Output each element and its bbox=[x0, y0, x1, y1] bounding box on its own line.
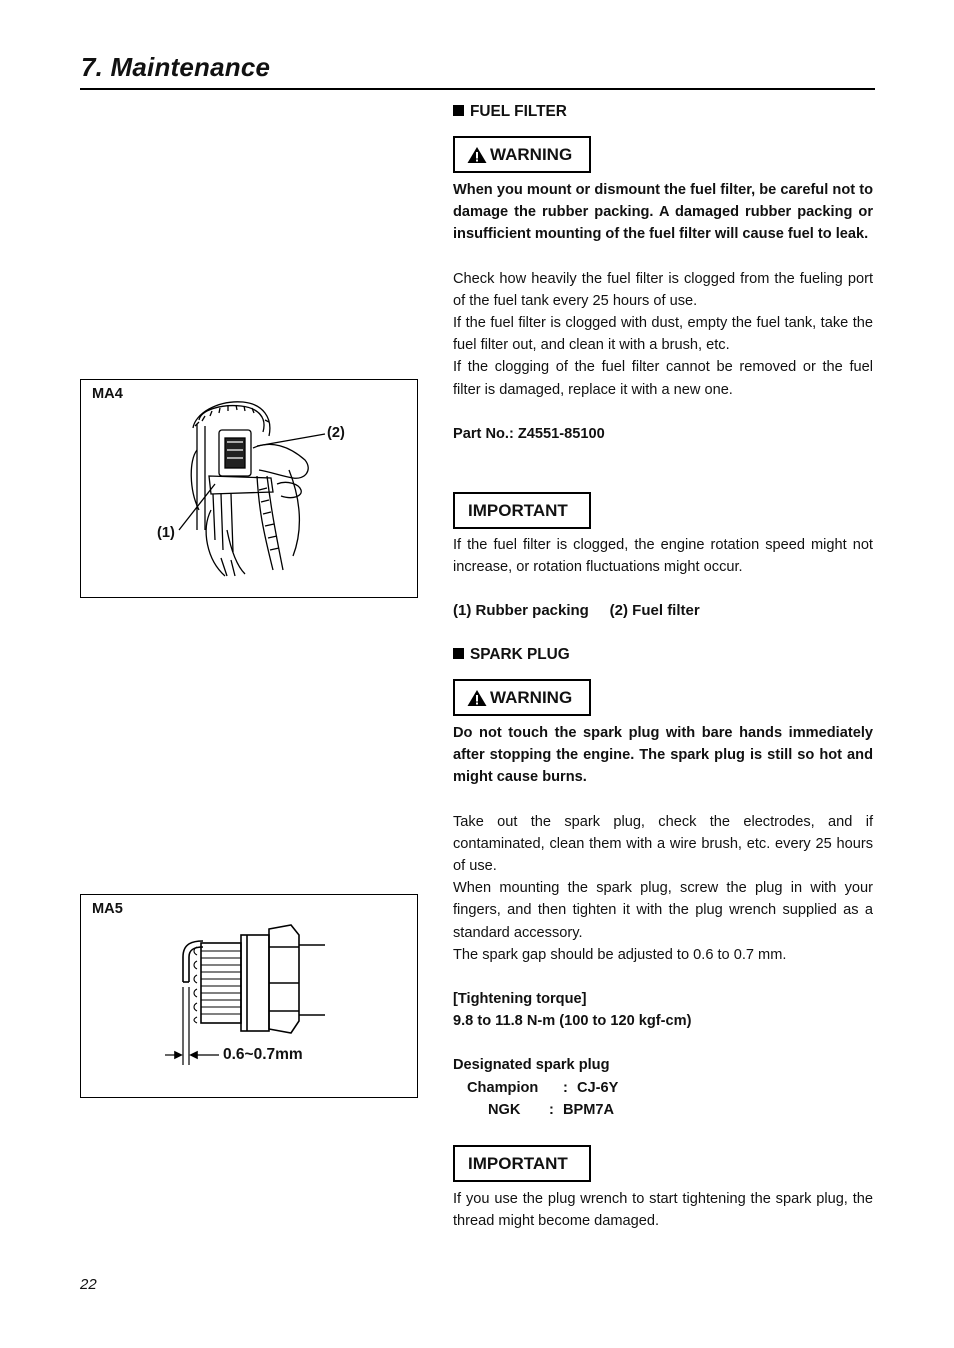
spark-plug-body bbox=[453, 722, 873, 1121]
spark-plug-important-box bbox=[453, 1145, 591, 1182]
warning-triangle-icon bbox=[467, 689, 487, 707]
fuel-filter-legend: (1) Rubber packing (2) Fuel filter bbox=[453, 602, 700, 620]
plug-row-ngk: NGK : BPM7A bbox=[453, 1099, 873, 1121]
plug-brand: NGK bbox=[488, 1101, 521, 1118]
plug-row-champion: Champion : CJ-6Y bbox=[453, 1077, 873, 1099]
spark-plug-illustration bbox=[81, 895, 417, 1097]
plug-brand: Champion bbox=[467, 1079, 539, 1096]
warning-label: WARNING bbox=[490, 687, 573, 707]
important-label: IMPORTANT bbox=[468, 1153, 568, 1173]
callout-2: (2) bbox=[327, 425, 345, 441]
important-label: IMPORTANT bbox=[468, 500, 568, 520]
callout-1: (1) bbox=[157, 525, 175, 541]
square-bullet-icon bbox=[453, 105, 464, 116]
spark-plug-warning-text: Do not touch the spark plug with bare hands immediately after stopping the engine. The spark plug is still so hot and might cause burns. bbox=[453, 725, 873, 786]
page-number: 22 bbox=[80, 1276, 97, 1293]
spark-plug-para-2: When mounting the spark plug, screw the plug in with your fingers, and then tighten it with the plug wrench supplied as a standard accessory. bbox=[453, 880, 873, 941]
fuel-filter-warning-box bbox=[453, 136, 591, 173]
designated-plug-heading: Designated spark plug bbox=[453, 1057, 610, 1074]
figure-label: MA5 bbox=[92, 901, 123, 917]
fuel-filter-para-2: If the fuel filter is clogged with dust, empty the fuel tank, take the fuel filter out, and clean it with a brush, etc. bbox=[453, 315, 873, 354]
fuel-filter-para-1: Check how heavily the fuel filter is clogged from the fueling port of the fuel tank every 25 hours of use. bbox=[453, 270, 873, 309]
spark-plug-important-text: If you use the plug wrench to start tightening the spark plug, the thread might become damaged. bbox=[453, 1191, 873, 1230]
figure-ma5 bbox=[80, 894, 418, 1098]
fuel-filter-important-box bbox=[453, 492, 591, 529]
spark-plug-para-1: Take out the spark plug, check the electrodes, and if contaminated, clean them with a wire brush, etc. every 25 hours of use. bbox=[453, 813, 873, 875]
figure-label: MA4 bbox=[92, 386, 123, 402]
warning-label: WARNING bbox=[490, 144, 573, 164]
warning-triangle-icon bbox=[467, 146, 487, 164]
spark-plug-warning-box bbox=[453, 679, 591, 716]
plug-model: BPM7A bbox=[563, 1101, 615, 1118]
fuel-filter-important-body bbox=[453, 534, 873, 623]
spark-plug-para-3: The spark gap should be adjusted to 0.6 to 0.7 mm. bbox=[453, 946, 787, 963]
fuel-filter-illustration bbox=[81, 380, 417, 597]
fuel-filter-part-no: Part No.: Z4551-85100 bbox=[453, 425, 605, 442]
header-rule bbox=[80, 88, 875, 90]
page-title: 7. Maintenance bbox=[81, 52, 271, 82]
square-bullet-icon bbox=[453, 648, 464, 659]
figure-ma4 bbox=[80, 379, 418, 598]
fuel-filter-important-text: If the fuel filter is clogged, the engine rotation speed might not increase, or rotation fluctuations might occur. bbox=[453, 537, 873, 576]
spark-plug-important-body bbox=[453, 1188, 873, 1232]
fuel-filter-para-3: If the clogging of the fuel filter cannot be removed or the fuel filter is damaged, replace it with a new one. bbox=[453, 359, 873, 398]
fuel-filter-warning-text: When you mount or dismount the fuel filter, be careful not to damage the rubber packing. A damaged rubber packing or insufficient mounting of the fuel filter will cause fuel to leak. bbox=[453, 182, 873, 243]
fuel-filter-body bbox=[453, 179, 873, 445]
torque-value: 9.8 to 11.8 N-m (100 to 120 kgf-cm) bbox=[453, 1013, 692, 1030]
torque-heading: [Tightening torque] bbox=[453, 991, 587, 1008]
fuel-filter-heading: FUEL FILTER bbox=[453, 103, 567, 121]
plug-model: CJ-6Y bbox=[577, 1079, 619, 1096]
spark-plug-heading: SPARK PLUG bbox=[453, 646, 570, 664]
gap-dimension-label: 0.6~0.7mm bbox=[223, 1046, 303, 1063]
